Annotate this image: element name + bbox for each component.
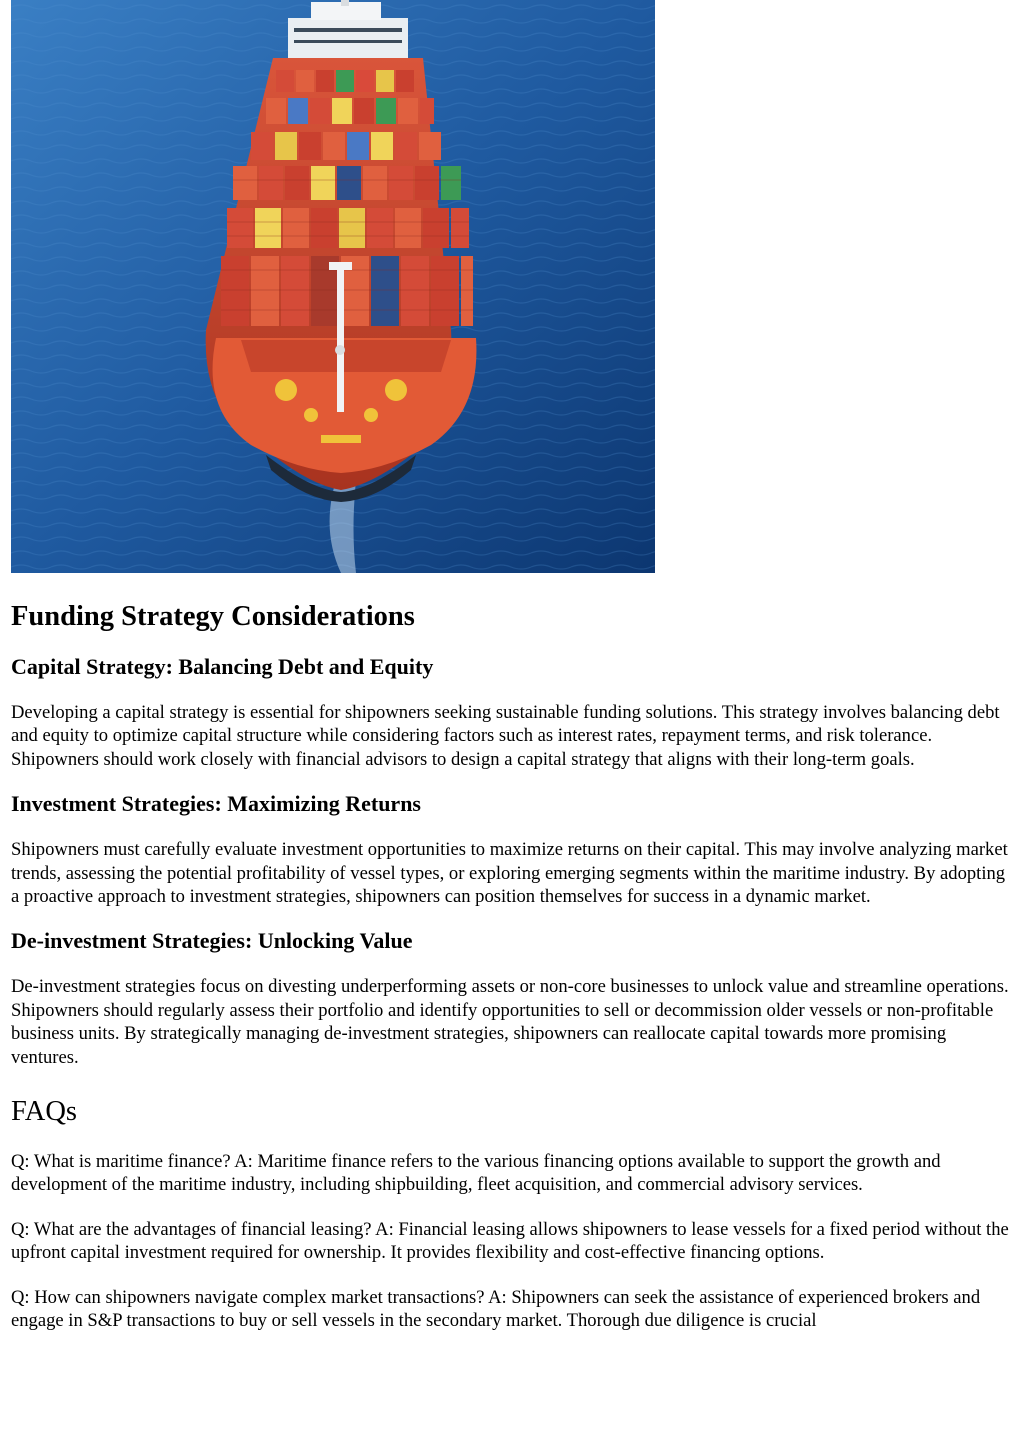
section-title: Funding Strategy Considerations [11,601,415,632]
paragraph-deinvestment: De-investment strategies focus on divesting underperforming assets or non-core businesses to unlock value and streamline operations. Shipowners should regularly assess their portfolio and identify opportunities to sell or decommission older vessels or non-profitable business units. By strategically managing de-investment strategies, shipowners can reallocate capital towards more promising ventures. [11,976,1009,1068]
subsection-heading-investment: Investment Strategies: Maximizing Returns [11,791,421,817]
document-page [11,0,1011,1333]
faq-item: Q: What are the advantages of financial leasing? A: Financial leasing allows shipowners to lease vessels for a fixed period without the upfront capital investment required for ownership. It provides flexibility and cost-effective financing options. [11,1218,1009,1264]
paragraph-capital: Developing a capital strategy is essential for shipowners seeking sustainable funding solutions. This strategy involves balancing debt and equity to optimize capital structure while considering factors such as interest rates, repayment terms, and risk tolerance. Shipowners should work closely with financial advisors to design a capital strategy that aligns with their long-term goals. [11,702,1000,770]
hero-image [11,0,655,573]
faq-heading: FAQs [11,1096,77,1128]
container-ship-illustration [11,0,655,573]
faq-item: Q: How can shipowners navigate complex market transactions? A: Shipowners can seek the assistance of experienced brokers and engage in S&P transactions to buy or sell vessels in the secondary market. Thorough due diligence is crucial [11,1286,981,1332]
subsection-heading-capital: Capital Strategy: Balancing Debt and Equity [11,654,434,679]
faq-item: Q: What is maritime finance? A: Maritime finance refers to the various financing options available to support the growth and development of the maritime industry, including shipbuilding, fleet acquisition, and commercial advisory services. [11,1151,941,1196]
subsection-heading-deinvestment: De-investment Strategies: Unlocking Value [11,928,413,954]
paragraph-investment: Shipowners must carefully evaluate investment opportunities to maximize returns on their capital. This may involve analyzing market trends, assessing the potential profitability of vessel types, or exploring emerging segments within the maritime industry. By adopting a proactive approach to investment strategies, shipowners can position themselves for success in a dynamic market. [11,839,1008,908]
